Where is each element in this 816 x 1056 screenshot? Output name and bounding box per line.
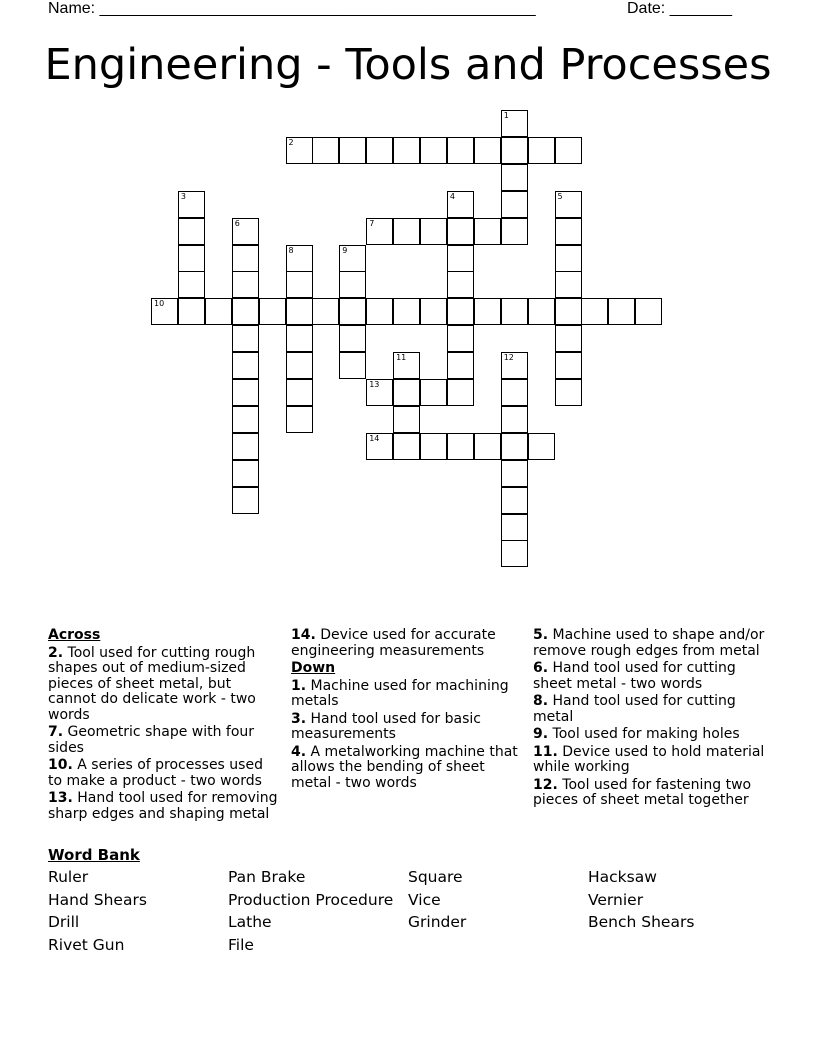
- clue-number: 13.: [48, 790, 73, 806]
- grid-cell[interactable]: [555, 191, 582, 218]
- cell-number: 3: [180, 191, 186, 201]
- clue-text: Machine used to shape and/or remove rough edges from metal: [533, 627, 765, 659]
- grid-cell[interactable]: [555, 379, 582, 406]
- grid-cell[interactable]: [474, 137, 501, 164]
- grid-cell[interactable]: [232, 271, 259, 298]
- grid-cell[interactable]: [286, 352, 313, 379]
- clue-down-11: [533, 745, 773, 776]
- clue-number: 10.: [48, 757, 73, 773]
- clue-text: Hand tool used for basic measurements: [291, 710, 481, 742]
- grid-cell[interactable]: [312, 298, 339, 325]
- clue-down-4: [291, 745, 523, 792]
- grid-cell[interactable]: [608, 298, 635, 325]
- word-bank-item: Hand Shears: [48, 890, 147, 909]
- grid-cell[interactable]: [555, 137, 582, 164]
- grid-cell[interactable]: [501, 164, 528, 191]
- grid-cell[interactable]: [555, 271, 582, 298]
- grid-cell[interactable]: [420, 218, 447, 245]
- clue-number: 7.: [48, 724, 64, 740]
- grid-cell[interactable]: [501, 298, 528, 325]
- grid-cell[interactable]: [339, 271, 366, 298]
- grid-cell[interactable]: [420, 298, 447, 325]
- word-bank-item: Bench Shears: [588, 913, 695, 931]
- grid-cell[interactable]: [232, 433, 259, 460]
- word-bank-title: Word Bank: [48, 846, 140, 864]
- clue-text: Tool used for making holes: [552, 726, 740, 742]
- clue-text: Device used for accurate engineering measurements: [291, 627, 496, 659]
- cell-number: 6: [234, 218, 240, 228]
- cell-number: 7: [369, 218, 375, 228]
- grid-cell[interactable]: [581, 298, 608, 325]
- cell-number: 8: [288, 245, 294, 255]
- clues-column-1: [48, 628, 280, 824]
- across-heading: Across: [48, 627, 101, 643]
- grid-cell[interactable]: [178, 298, 205, 325]
- grid-cell[interactable]: [393, 137, 420, 164]
- grid-cell[interactable]: [555, 245, 582, 272]
- grid-cell[interactable]: [420, 433, 447, 460]
- grid-cell[interactable]: [205, 298, 232, 325]
- clue-down-6: [533, 661, 773, 692]
- grid-cell[interactable]: [339, 137, 366, 164]
- grid-cell[interactable]: [555, 298, 582, 325]
- grid-cell[interactable]: [447, 191, 474, 218]
- clue-number: 14.: [291, 627, 316, 643]
- grid-cell[interactable]: [447, 218, 474, 245]
- word-bank-item: Drill: [48, 913, 80, 931]
- clue-number: 3.: [291, 710, 307, 727]
- grid-cell[interactable]: [501, 191, 528, 218]
- word-bank-item: Vernier: [588, 890, 644, 909]
- grid-cell[interactable]: [286, 137, 313, 164]
- grid-cell[interactable]: [447, 137, 474, 164]
- grid-cell[interactable]: [528, 298, 555, 325]
- clue-number: 2.: [48, 644, 64, 661]
- cell-number: 14: [369, 433, 380, 443]
- grid-cell[interactable]: [501, 540, 528, 567]
- down-heading: Down: [291, 660, 336, 676]
- grid-cell[interactable]: [528, 137, 555, 164]
- grid-cell[interactable]: [501, 460, 528, 487]
- cell-number: 1: [503, 111, 509, 120]
- grid-cell[interactable]: [501, 379, 528, 406]
- grid-cell[interactable]: [447, 325, 474, 352]
- grid-cell[interactable]: [312, 137, 339, 164]
- grid-cell[interactable]: [474, 298, 501, 325]
- grid-cell[interactable]: [420, 137, 447, 164]
- grid-cell[interactable]: [420, 379, 447, 406]
- clue-number: 4.: [291, 743, 307, 760]
- grid-cell[interactable]: [393, 406, 420, 433]
- grid-cell[interactable]: [501, 514, 528, 541]
- word-bank-item: Lathe: [228, 913, 272, 931]
- clue-down-3: [291, 712, 523, 743]
- grid-cell[interactable]: [178, 191, 205, 218]
- grid-cell[interactable]: [178, 218, 205, 245]
- cell-number: 4: [449, 191, 455, 201]
- grid-cell[interactable]: [232, 245, 259, 272]
- grid-cell[interactable]: [232, 379, 259, 406]
- grid-cell[interactable]: [232, 218, 259, 245]
- clue-across-2: [48, 646, 280, 724]
- cell-number: 9: [342, 245, 348, 255]
- clue-number: 9.: [533, 726, 549, 742]
- word-bank-item: File: [228, 935, 254, 954]
- grid-cell[interactable]: [232, 487, 259, 514]
- grid-cell[interactable]: [232, 325, 259, 352]
- clue-text: Tool used for cutting rough shapes out of medium-sized pieces of sheet metal, but cannot do delicate work - two words: [48, 644, 256, 723]
- name-field-label[interactable]: Name: _________________________________________________: [48, 0, 536, 17]
- grid-cell[interactable]: [286, 325, 313, 352]
- grid-cell[interactable]: [501, 352, 528, 379]
- grid-cell[interactable]: [501, 110, 528, 137]
- word-bank-item: Vice: [408, 890, 441, 909]
- grid-cell[interactable]: [447, 379, 474, 406]
- grid-cell[interactable]: [393, 298, 420, 325]
- clue-number: 6.: [533, 660, 549, 676]
- clue-number: 5.: [533, 627, 549, 643]
- cell-number: 2: [288, 137, 294, 147]
- grid-cell[interactable]: [339, 245, 366, 272]
- grid-cell[interactable]: [366, 298, 393, 325]
- grid-cell[interactable]: [259, 298, 286, 325]
- grid-cell[interactable]: [286, 379, 313, 406]
- grid-cell[interactable]: [501, 137, 528, 164]
- grid-cell[interactable]: [232, 352, 259, 379]
- grid-cell[interactable]: [393, 218, 420, 245]
- clue-number: 8.: [533, 693, 549, 709]
- clue-down-12: [533, 778, 773, 809]
- grid-cell[interactable]: [555, 218, 582, 245]
- page-title: Engineering - Tools and Processes: [44, 40, 772, 90]
- clue-text: Hand tool used for cutting metal: [533, 693, 736, 725]
- clue-across-10: [48, 758, 280, 789]
- grid-cell[interactable]: [447, 271, 474, 298]
- grid-cell[interactable]: [178, 245, 205, 272]
- grid-cell[interactable]: [447, 352, 474, 379]
- cell-number: 11: [396, 353, 407, 363]
- word-bank-item: Ruler: [48, 868, 89, 886]
- clue-down-8: [533, 694, 773, 725]
- clues-column-2: [291, 628, 523, 793]
- clue-number: 1.: [291, 677, 307, 694]
- clue-across-14: [291, 628, 523, 659]
- grid-cell[interactable]: [501, 433, 528, 460]
- grid-cell[interactable]: [474, 218, 501, 245]
- clue-number: 11.: [533, 743, 558, 760]
- grid-cell[interactable]: [366, 137, 393, 164]
- clue-down-9: [533, 727, 773, 743]
- clue-down-5: [533, 628, 773, 659]
- grid-cell[interactable]: [286, 298, 313, 325]
- grid-cell[interactable]: [501, 218, 528, 245]
- grid-cell[interactable]: [232, 406, 259, 433]
- clue-text: Tool used for fastening two pieces of sheet metal together: [533, 776, 752, 808]
- clue-text: Hand tool used for cutting sheet metal - two words: [533, 660, 736, 692]
- clue-text: Geometric shape with four sides: [48, 724, 255, 756]
- clue-text: Machine used for machining metals: [291, 677, 509, 709]
- grid-cell[interactable]: [178, 271, 205, 298]
- clue-number: 12.: [533, 776, 558, 793]
- clues-column-3: [533, 628, 773, 811]
- date-field-label[interactable]: Date: _______: [627, 0, 732, 17]
- grid-cell[interactable]: [339, 352, 366, 379]
- grid-cell[interactable]: [447, 433, 474, 460]
- grid-cell[interactable]: [366, 379, 393, 406]
- grid-cell[interactable]: [339, 298, 366, 325]
- clue-across-7: [48, 725, 280, 756]
- clue-text: Hand tool used for removing sharp edges and shaping metal: [48, 790, 278, 822]
- word-bank-item: Rivet Gun: [48, 935, 125, 954]
- grid-cell[interactable]: [151, 298, 178, 325]
- grid-cell[interactable]: [393, 379, 420, 406]
- cell-number: 5: [557, 191, 563, 201]
- cell-number: 12: [503, 353, 514, 363]
- word-bank-item: Square: [408, 868, 463, 886]
- grid-cell[interactable]: [339, 325, 366, 352]
- cell-number: 13: [369, 380, 380, 389]
- grid-cell[interactable]: [286, 271, 313, 298]
- clue-text: Device used to hold material while working: [533, 743, 765, 775]
- grid-cell[interactable]: [555, 352, 582, 379]
- grid-cell[interactable]: [366, 433, 393, 460]
- word-bank-item: Grinder: [408, 913, 467, 931]
- clue-across-13: [48, 791, 280, 822]
- clue-text: A series of processes used to make a product - two words: [48, 757, 263, 789]
- grid-cell[interactable]: [501, 406, 528, 433]
- grid-cell[interactable]: [555, 325, 582, 352]
- grid-cell[interactable]: [232, 460, 259, 487]
- word-bank-item: Hacksaw: [588, 868, 657, 886]
- grid-cell[interactable]: [474, 433, 501, 460]
- grid-cell[interactable]: [447, 245, 474, 272]
- grid-cell[interactable]: [635, 298, 662, 325]
- word-bank-item: Pan Brake: [228, 868, 306, 886]
- clue-text: A metalworking machine that allows the bending of sheet metal - two words: [291, 743, 518, 791]
- grid-cell[interactable]: [528, 433, 555, 460]
- grid-cell[interactable]: [393, 433, 420, 460]
- grid-cell[interactable]: [286, 406, 313, 433]
- grid-cell[interactable]: [366, 218, 393, 245]
- grid-cell[interactable]: [393, 352, 420, 379]
- word-bank-item: Production Procedure: [228, 890, 394, 909]
- grid-cell[interactable]: [286, 245, 313, 272]
- grid-cell[interactable]: [447, 298, 474, 325]
- clue-down-1: [291, 679, 523, 710]
- grid-cell[interactable]: [232, 298, 259, 325]
- cell-number: 10: [154, 299, 165, 309]
- grid-cell[interactable]: [501, 487, 528, 514]
